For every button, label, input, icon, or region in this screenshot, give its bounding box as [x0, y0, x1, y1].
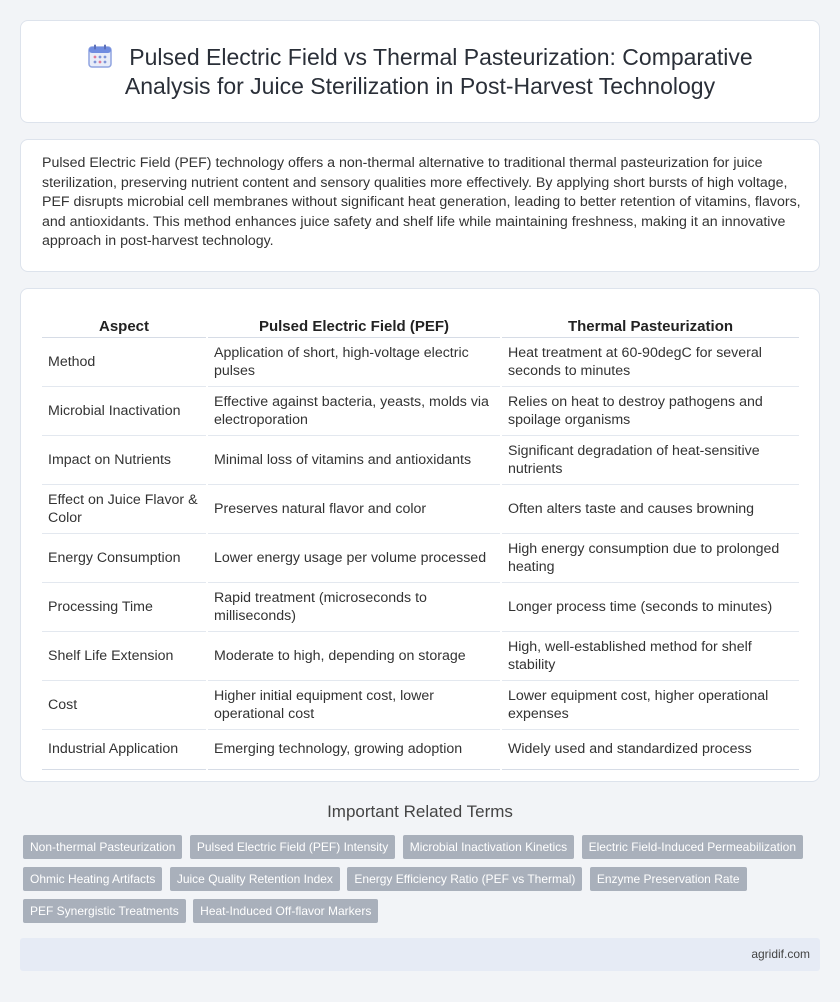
table-row	[42, 680, 799, 729]
thermal-cell: Lower equipment cost, higher operational expenses	[501, 680, 799, 729]
pef-cell: Effective against bacteria, yeasts, molds via electroporation	[207, 386, 501, 435]
column-header-thermal: Thermal Pasteurization	[501, 315, 799, 337]
table-row	[42, 337, 799, 386]
intro-card	[20, 139, 820, 272]
pef-cell: Moderate to high, depending on storage	[207, 631, 501, 680]
intro-paragraph: Pulsed Electric Field (PEF) technology offers a non-thermal alternative to traditional thermal pasteurization for juice sterilization, preserving nutrient content and sensory qualities more effectively. By applying short bursts of high voltage, PEF disrupts microbial cell membranes without significant heat generation, leading to better retention of vitamins, flavors, and antioxidants. This method enhances juice safety and shelf life while maintaining freshness, making it an innovative approach in post-harvest technology.	[42, 155, 801, 250]
term-tag[interactable]: Pulsed Electric Field (PEF) Intensity	[190, 835, 395, 859]
thermal-cell: Heat treatment at 60-90degC for several seconds to minutes	[501, 337, 799, 386]
column-header-aspect: Aspect	[42, 315, 207, 337]
aspect-cell: Microbial Inactivation	[42, 386, 207, 435]
aspect-cell: Processing Time	[42, 582, 207, 631]
term-tag[interactable]: Ohmic Heating Artifacts	[23, 867, 162, 891]
related-terms-heading: Important Related Terms	[327, 802, 513, 821]
aspect-cell: Industrial Application	[42, 729, 207, 769]
term-tag[interactable]: Juice Quality Retention Index	[170, 867, 340, 891]
thermal-cell: Often alters taste and causes browning	[501, 484, 799, 533]
comparison-table-card	[20, 288, 820, 782]
term-tag[interactable]: Electric Field-Induced Permeabilization	[582, 835, 803, 859]
aspect-cell: Shelf Life Extension	[42, 631, 207, 680]
aspect-cell: Energy Consumption	[42, 533, 207, 582]
table-row	[42, 435, 799, 484]
thermal-cell: Widely used and standardized process	[501, 729, 799, 769]
table-row	[42, 484, 799, 533]
thermal-cell: Relies on heat to destroy pathogens and spoilage organisms	[501, 386, 799, 435]
related-terms-list	[23, 835, 823, 931]
page-title-wrap	[21, 43, 819, 101]
page-title: Pulsed Electric Field vs Thermal Pasteurization: Comparative Analysis for Juice Sterilization in Post-Harvest Technology	[124, 44, 753, 99]
pef-cell: Higher initial equipment cost, lower operational cost	[207, 680, 501, 729]
pef-cell: Emerging technology, growing adoption	[207, 729, 501, 769]
pef-cell: Lower energy usage per volume processed	[207, 533, 501, 582]
term-tag[interactable]: Enzyme Preservation Rate	[590, 867, 747, 891]
term-tag[interactable]: Microbial Inactivation Kinetics	[403, 835, 574, 859]
column-header-pef: Pulsed Electric Field (PEF)	[207, 315, 501, 337]
comparison-table	[42, 315, 799, 770]
pef-cell: Rapid treatment (microseconds to milliseconds)	[207, 582, 501, 631]
thermal-cell: High, well-established method for shelf stability	[501, 631, 799, 680]
footer-site-link[interactable]: agridif.com	[751, 947, 810, 961]
aspect-cell: Impact on Nutrients	[42, 435, 207, 484]
thermal-cell: Longer process time (seconds to minutes)	[501, 582, 799, 631]
term-tag[interactable]: Non-thermal Pasteurization	[23, 835, 182, 859]
table-row	[42, 729, 799, 769]
header-card	[20, 20, 820, 123]
aspect-cell: Effect on Juice Flavor & Color	[42, 484, 207, 533]
term-tag[interactable]: PEF Synergistic Treatments	[23, 899, 186, 923]
aspect-cell: Method	[42, 337, 207, 386]
aspect-cell: Cost	[42, 680, 207, 729]
pef-cell: Minimal loss of vitamins and antioxidants	[207, 435, 501, 484]
term-tag[interactable]: Heat-Induced Off-flavor Markers	[193, 899, 378, 923]
thermal-cell: Significant degradation of heat-sensitive nutrients	[501, 435, 799, 484]
pef-cell: Application of short, high-voltage electric pulses	[207, 337, 501, 386]
table-header-row	[42, 315, 799, 337]
table-row	[42, 386, 799, 435]
table-row	[42, 631, 799, 680]
footer-bar	[20, 938, 820, 971]
term-tag[interactable]: Energy Efficiency Ratio (PEF vs Thermal)	[347, 867, 582, 891]
table-row	[42, 533, 799, 582]
table-row	[42, 582, 799, 631]
pef-cell: Preserves natural flavor and color	[207, 484, 501, 533]
calendar-icon	[87, 43, 113, 69]
thermal-cell: High energy consumption due to prolonged heating	[501, 533, 799, 582]
